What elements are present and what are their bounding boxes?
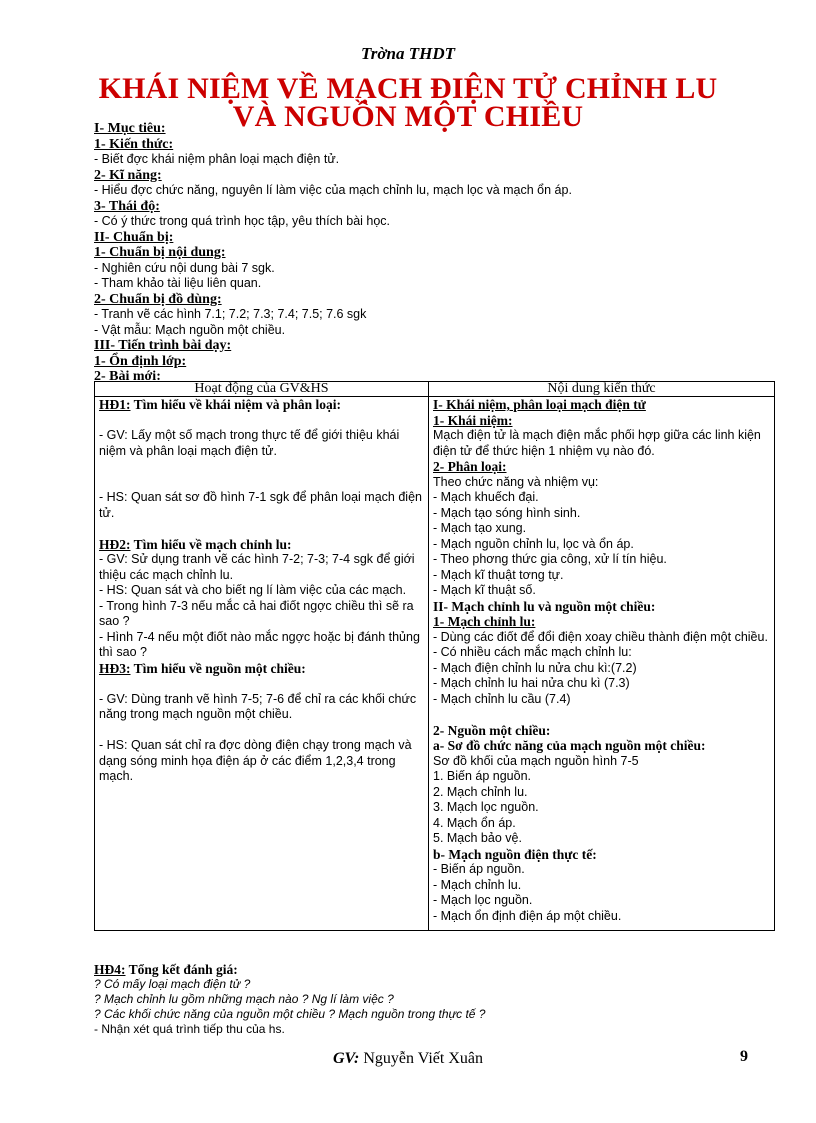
- real-source-heading: b- Mạch nguồn điện thực tế:: [433, 846, 597, 862]
- hd3-title: Tìm hiểu về nguồn một chiều:: [130, 660, 306, 676]
- hd2-question-2: - Hình 7-4 nếu một điốt nào mắc ngợc hoặc bị đánh thủng thì sao ?: [99, 629, 420, 659]
- rectifier-heading: 1- Mạch chỉnh lu:: [433, 614, 536, 629]
- footer-gv-label: GV:: [333, 1050, 360, 1067]
- footer-teacher-name: Nguyễn Viết Xuân: [359, 1050, 483, 1067]
- hd2-title: Tìm hiểu về mạch chỉnh lu:: [130, 536, 292, 552]
- section-procedure: III- Tiến trình bài dạy:: [94, 338, 232, 353]
- content-concept-text: Mạch điện tử là mạch điện mắc phối hợp giữa các linh kiện điện tử để thức hiện 1 nhiệm vụ nào đó.: [433, 428, 761, 458]
- section-objectives: I- Mục tiêu:: [94, 121, 166, 136]
- rectifier-item: - Mạch chỉnh lu hai nửa chu kì (7.3): [433, 676, 630, 690]
- materials-text-2: - Vật mẫu: Mạch nguồn một chiều.: [94, 322, 286, 337]
- summary-question-2: ? Mạch chỉnh lu gồm những mạch nào ? Ng lí làm việc ?: [94, 992, 394, 1006]
- subsection-attitude: 3- Thái độ:: [94, 198, 160, 214]
- content-section-2: II- Mạch chỉnh lu và nguồn một chiều:: [433, 598, 656, 614]
- column-header-activities: Hoạt động của GV&HS: [95, 382, 429, 397]
- summary-note: - Nhận xét quá trình tiếp thu của hs.: [94, 1022, 285, 1036]
- section-preparation: II- Chuẩn bị:: [94, 229, 174, 245]
- hd2-gv-text: - GV: Sử dụng tranh vẽ các hình 7-2; 7-3; 7-4 sgk để giới thiệu các mạch chỉnh lu.: [99, 552, 415, 582]
- subsection-skills: 2- Kĩ năng:: [94, 167, 162, 183]
- subsection-content-prep: 1- Chuẩn bị nội dung:: [94, 245, 226, 260]
- classification-item: - Mạch tạo xung.: [433, 521, 527, 535]
- summary-question-1: ? Có mấy loại mạch điện tử ?: [94, 977, 251, 991]
- content-classification-heading: 2- Phân loại:: [433, 459, 507, 474]
- page-number: 9: [740, 1048, 748, 1065]
- school-name: Trờna THDT: [361, 44, 455, 63]
- classification-item: - Mạch kĩ thuật số.: [433, 583, 536, 597]
- knowledge-text: - Biết đợc khái niệm phân loại mạch điện tử.: [94, 152, 340, 166]
- rectifier-item: - Mạch chỉnh lu cầu (7.4): [433, 691, 571, 706]
- dc-source-item: 2. Mạch chỉnh lu.: [433, 784, 528, 799]
- classification-item: - Mạch kĩ thuật tơng tự.: [433, 567, 564, 582]
- subsection-materials: 2- Chuẩn bị đồ dùng:: [94, 291, 222, 307]
- hd3-label: HĐ3:: [99, 660, 131, 676]
- summary-section: [94, 962, 734, 1037]
- real-source-item: - Biến áp nguồn.: [433, 862, 525, 876]
- classification-item: - Theo phơng thức gia công, xử lí tín hiệu.: [433, 552, 667, 566]
- dc-source-item: 1. Biến áp nguồn.: [433, 769, 531, 783]
- hd2-label: HĐ2:: [99, 536, 131, 552]
- subsection-class-stabilize: 1- Ổn định lớp:: [94, 353, 187, 369]
- materials-text-1: - Tranh vẽ các hình 7.1; 7.2; 7.3; 7.4; 7.5; 7.6 sgk: [94, 307, 367, 321]
- content-section-1: I- Khái niệm, phân loại mạch điện tử: [433, 397, 646, 412]
- hd4-title: Tổng kết đánh giá:: [125, 962, 238, 977]
- skills-text: - Hiểu đợc chức năng, nguyên lí làm việc của mạch chỉnh lu, mạch lọc và mạch ổn áp.: [94, 183, 572, 197]
- classification-item: - Mạch khuếch đại.: [433, 490, 539, 504]
- column-header-content: Nội dung kiến thức: [429, 382, 775, 397]
- dc-source-heading: 2- Nguồn một chiều:: [433, 722, 551, 738]
- hd4-label: HĐ4:: [94, 962, 126, 977]
- summary-question-3: ? Các khối chức năng của nguồn một chiều ? Mạch nguồn trong thực tế ?: [94, 1007, 486, 1021]
- lesson-table: [94, 381, 775, 931]
- dc-source-item: 3. Mạch lọc nguồn.: [433, 800, 539, 814]
- content-concept-heading: 1- Khái niệm:: [433, 412, 513, 428]
- rectifier-item: - Có nhiều cách mắc mạch chỉnh lu:: [433, 645, 632, 659]
- real-source-item: - Mạch lọc nguồn.: [433, 893, 533, 907]
- hd1-label: HĐ1:: [99, 397, 131, 412]
- attitude-text: - Có ý thức trong quá trình học tập, yêu thích bài học.: [94, 214, 391, 228]
- hd1-title: Tìm hiểu về khái niệm và phân loại:: [130, 397, 342, 412]
- content-cell: [429, 397, 775, 931]
- dc-source-item: 4. Mạch ổn áp.: [433, 815, 516, 830]
- content-prep-text-1: - Nghiên cứu nội dung bài 7 sgk.: [94, 260, 275, 275]
- subsection-new-lesson: 2- Bài mới:: [94, 369, 161, 384]
- classification-item: - Mạch nguồn chỉnh lu, lọc và ổn áp.: [433, 536, 634, 551]
- dc-source-item: Sơ đồ khối của mạch nguồn hình 7-5: [433, 753, 639, 768]
- page-title-line-1: KHÁI NIỆM VỀ MẠCH ĐIỆN TỬ CHỈNH LU: [98, 72, 718, 105]
- footer-teacher: [0, 1050, 816, 1068]
- real-source-item: - Mạch chỉnh lu.: [433, 877, 522, 892]
- classification-item: - Mạch tạo sóng hình sinh.: [433, 505, 581, 520]
- rectifier-item: - Dùng các điốt để đổi điện xoay chiều thành điện một chiều.: [433, 629, 768, 644]
- hd1-gv-text: - GV: Lấy một số mạch trong thực tế để giới thiệu khái niệm và phân loại mạch điện tử.: [99, 428, 400, 458]
- hd1-hs-text: - HS: Quan sát sơ đồ hình 7-1 sgk để phân loại mạch điện tử.: [99, 490, 422, 520]
- real-source-item: - Mạch ổn định điện áp một chiều.: [433, 908, 622, 923]
- hd3-gv-text: - GV: Dùng tranh vẽ hình 7-5; 7-6 để chỉ ra các khối chức năng trong mạch nguồn một chiều.: [99, 691, 417, 721]
- hd3-hs-text: - HS: Quan sát chỉ ra đợc dòng điện chạy trong mạch và dạng sóng minh họa điện áp ở các điểm 1,2,3,4 trong mạch.: [99, 738, 412, 783]
- hd2-hs-text: - HS: Quan sát và cho biết ng lí làm việc của các mạch.: [99, 583, 407, 597]
- activities-cell: [95, 397, 429, 931]
- subsection-knowledge: 1- Kiến thức:: [94, 136, 174, 152]
- page-title-line-2: VÀ NGUỒN MỘT CHIỀU: [232, 100, 584, 133]
- classification-item: Theo chức năng và nhiệm vụ:: [433, 474, 599, 489]
- dc-source-diagram-heading: a- Sơ đồ chức năng của mạch nguồn một chiều:: [433, 738, 706, 753]
- dc-source-item: 5. Mạch bảo vệ.: [433, 831, 522, 845]
- rectifier-item: - Mạch điện chỉnh lu nửa chu kì:(7.2): [433, 660, 637, 675]
- hd2-question-1: - Trong hình 7-3 nếu mắc cả hai điốt ngợc chiều thì sẽ ra sao ?: [99, 598, 414, 628]
- lesson-intro: [94, 121, 734, 385]
- content-prep-text-2: - Tham khảo tài liệu liên quan.: [94, 276, 262, 290]
